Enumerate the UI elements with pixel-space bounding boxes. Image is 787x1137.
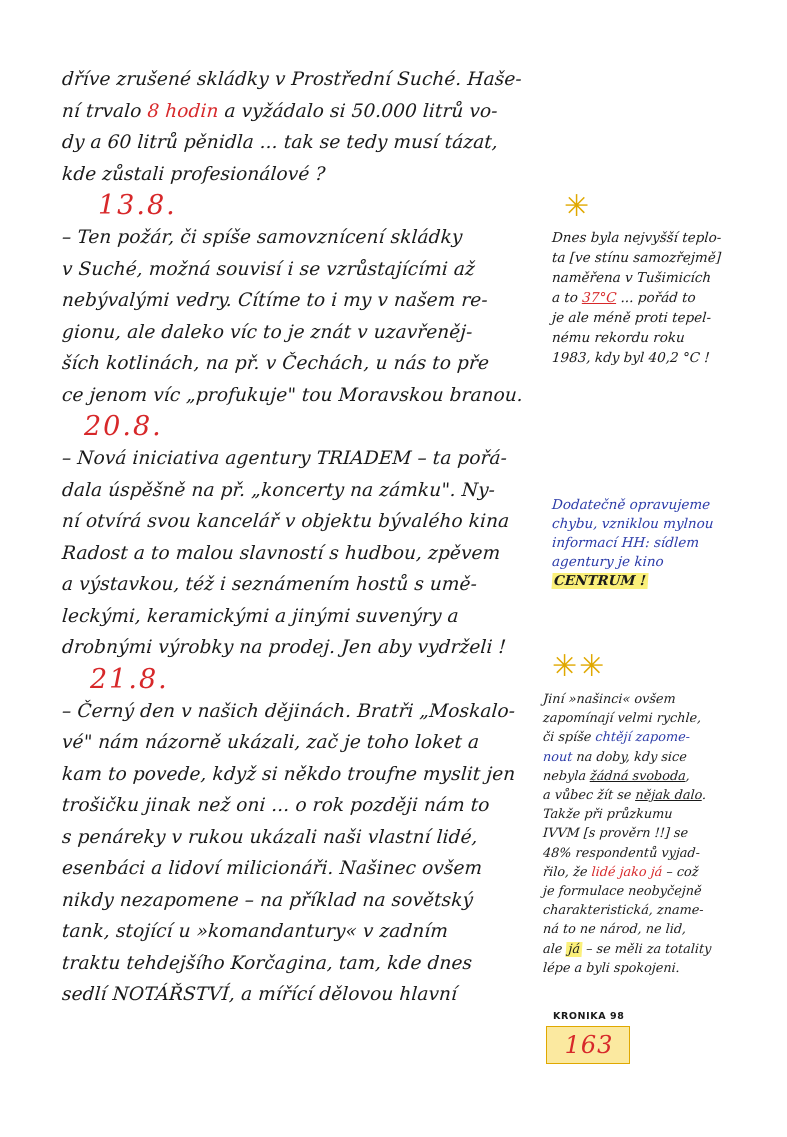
text-line: ní otvírá svou kancelář v objektu bývalého kina: [61, 511, 510, 532]
text-fragment: ní trvalo: [61, 100, 143, 122]
text-line: trošičku jinak než oni ... o rok později nám to: [61, 795, 491, 816]
text-fragment: a vyžádalo si 50.000 litrů vo-: [223, 100, 499, 122]
highlight-no-freedom: žádná svoboda: [589, 768, 687, 784]
note-fragment: ,: [685, 768, 691, 784]
text-line: dy a 60 litrů pěnidla ... tak se tedy musí tázat,: [61, 132, 499, 153]
highlight-duration: 8 hodin: [146, 100, 220, 122]
page-number: 163: [564, 1031, 614, 1059]
highlight-forget-cont: nout: [542, 749, 573, 765]
note-line: lépe a byli spokojeni.: [542, 960, 681, 976]
note-fragment: či spíše: [542, 730, 592, 746]
text-line: s penáreky v rukou ukázali naši vlastní lidé,: [61, 826, 479, 848]
side-note-survey: [543, 690, 778, 978]
note-line: naměřena v Tušimicích: [551, 270, 712, 286]
text-line: – Ten požár, či spíše samovznícení skládky: [61, 227, 464, 248]
text-line: drobnými výrobky na prodej. Jen aby vydrželi !: [61, 637, 507, 658]
note-fragment: řilo, že: [542, 864, 589, 880]
note-line: ná to ne národ, ne lid,: [542, 922, 687, 938]
side-note-correction: [552, 496, 777, 591]
note-line: IVVM [s prověrn !!] se: [542, 826, 689, 842]
text-line: a výstavkou, též i seznámením hostů s umě-: [61, 574, 478, 595]
highlight-somehow: nějak dalo: [634, 788, 703, 804]
note-fragment: a to: [551, 290, 579, 306]
note-line: je ale méně proti tepel-: [551, 310, 712, 326]
text-line: traktu tehdejšího Korčagina, tam, kde dnes: [61, 952, 473, 974]
note-fragment: a vůbec žít se: [542, 788, 632, 804]
text-line: ce jenom víc „profukuje" tou Moravskou branou.: [61, 384, 524, 406]
text-line: v Suché, možná souvisí i se vzrůstajícími až: [61, 258, 476, 280]
note-line: ta [ve stínu samozřejmě]: [551, 250, 722, 266]
note-line: Dodatečně opravujeme: [551, 497, 711, 513]
note-line: informací HH: sídlem: [551, 535, 700, 551]
note-line: [542, 940, 778, 959]
text-line: – Černý den v našich dějinách. Bratři „Moskalo-: [61, 700, 516, 722]
date-heading: 21.8.: [90, 663, 169, 695]
highlight-people-like-me: lidé jako já: [591, 864, 663, 880]
note-fragment: – což: [665, 864, 700, 880]
chronicle-label: KRONIKA 98: [553, 1011, 625, 1022]
note-line: [542, 728, 778, 747]
text-line: sedlí NOTÁŘSTVÍ, a mířící dělovou hlavní: [61, 984, 458, 1005]
note-fragment: – se měli za totality: [585, 941, 712, 957]
note-line: [542, 767, 778, 786]
note-line: [542, 748, 778, 767]
note-fragment: ... pořád to: [620, 290, 697, 306]
note-line: Dnes byla nejvyšší teplo-: [551, 230, 722, 246]
note-line: 1983, kdy byl 40,2 °C !: [551, 350, 711, 366]
main-text-column: [62, 64, 542, 1011]
highlight-centrum: CENTRUM !: [553, 573, 647, 589]
text-line: nikdy nezapomene – na příklad na sovětský: [61, 889, 474, 911]
text-line: gionu, ale daleko víc to je znát v uzavřeněj-: [61, 321, 474, 343]
note-fragment: .: [701, 788, 707, 804]
text-line: kam to povede, když si někdo troufne myslit jen: [61, 763, 517, 785]
note-line: Jiní »našinci« ovšem: [542, 692, 677, 707]
date-heading: 13.8.: [98, 190, 177, 221]
double-asterisk-icon: ✳✳: [552, 649, 607, 684]
note-line: [551, 572, 777, 591]
note-fragment: na doby, kdy sice: [575, 749, 688, 765]
paragraph-continuation: [62, 64, 542, 190]
highlight-me: já: [567, 941, 581, 957]
paragraph-fire: [62, 222, 542, 411]
highlight-forget: chtějí zapome-: [594, 730, 691, 746]
text-line: esenbáci a lidoví milicionáři. Našinec ovšem: [61, 858, 483, 879]
note-line: 48% respondentů vyjad-: [542, 845, 701, 861]
note-line: zapomínají velmi rychle,: [542, 711, 702, 727]
paragraph-black-day: [62, 696, 542, 1011]
text-line: Radost a to malou slavností s hudbou, zpěvem: [61, 542, 501, 564]
note-line: Takže při průzkumu: [542, 807, 673, 823]
text-line: ších kotlinách, na př. v Čechách, u nás to pře: [61, 353, 490, 374]
text-line: – Nová iniciativa agentury TRIADEM – ta pořá-: [61, 448, 508, 469]
text-line: kde zůstali profesionálové ?: [61, 163, 327, 185]
text-line: dala úspěšně na př. „koncerty na zámku". Ny-: [61, 479, 496, 501]
side-note-temperature: [552, 228, 777, 368]
note-line: [542, 786, 778, 805]
note-line: agentury je kino: [551, 554, 665, 570]
note-line: je formulace neobyčejně: [542, 884, 703, 900]
text-line: nebývalými vedry. Cítíme to i my v našem re-: [61, 290, 489, 311]
note-line: [551, 288, 777, 308]
text-line: leckými, keramickými a jinými suvenýry a: [61, 605, 460, 627]
note-line: [542, 863, 778, 882]
date-heading: 20.8.: [84, 411, 163, 442]
note-line: charakteristická, zname-: [542, 903, 705, 919]
note-line: nému rekordu roku: [551, 330, 686, 346]
note-fragment: ale: [542, 941, 563, 957]
text-line: vé" nám názorně ukázali, zač je toho loket a: [61, 732, 480, 753]
text-line: dříve zrušené skládky v Prostřední Suché. Haše-: [61, 69, 523, 90]
note-line: chybu, vzniklou mylnou: [551, 516, 715, 532]
asterisk-icon: ✳: [564, 189, 590, 224]
text-line: [61, 96, 543, 128]
note-fragment: nebyla: [542, 768, 587, 784]
text-line: tank, stojící u »komandantury« v zadním: [61, 921, 449, 942]
highlight-temperature: 37°C: [581, 290, 618, 306]
paragraph-triadem: [62, 443, 542, 664]
page-number-box: [546, 1026, 630, 1064]
